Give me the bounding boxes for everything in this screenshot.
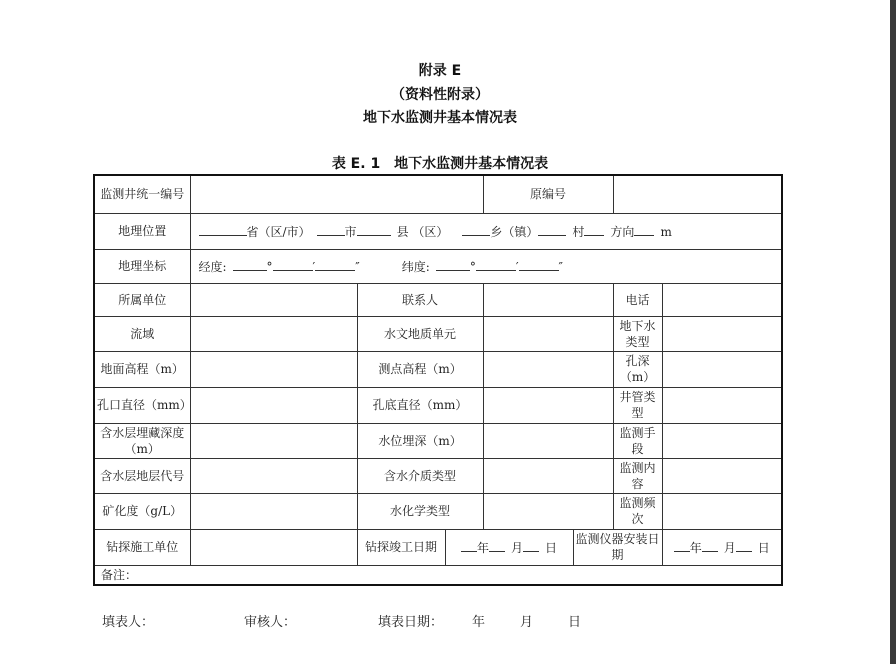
label-top-diameter: 孔口直径（mm） xyxy=(94,387,190,423)
label-hydrochem-type: 水化学类型 xyxy=(357,493,483,529)
field-aquifer-depth[interactable] xyxy=(190,423,357,458)
table-row xyxy=(94,175,782,213)
footer-reviewer-label: 审核人： xyxy=(244,615,297,630)
field-basin[interactable] xyxy=(190,316,357,351)
table-row xyxy=(94,458,782,493)
field-ground-elevation[interactable] xyxy=(190,351,357,387)
label-contact: 联系人 xyxy=(357,283,483,316)
field-aquifer-code[interactable] xyxy=(190,458,357,493)
field-hole-depth[interactable] xyxy=(662,351,782,387)
footer-filler-label: 填表人： xyxy=(102,615,155,630)
label-unit: 所属单位 xyxy=(94,283,190,316)
footer-month: 月 xyxy=(520,615,534,630)
field-top-diameter[interactable] xyxy=(190,387,357,423)
table-row xyxy=(94,283,782,316)
field-unit[interactable] xyxy=(190,283,357,316)
field-hydrochem-type[interactable] xyxy=(483,493,613,529)
label-medium-type: 含水介质类型 xyxy=(357,458,483,493)
table-row xyxy=(94,387,782,423)
label-hydro-unit: 水文地质单元 xyxy=(357,316,483,351)
field-original-id[interactable] xyxy=(613,175,782,213)
field-contact[interactable] xyxy=(483,283,613,316)
field-coordinates[interactable]: 经度: ° ′ ″ 纬度: ° ′ ″ xyxy=(190,249,782,283)
table-row xyxy=(94,529,782,565)
label-basin: 流域 xyxy=(94,316,190,351)
label-point-elevation: 测点高程（m） xyxy=(357,351,483,387)
table-row xyxy=(94,316,782,351)
table-row xyxy=(94,423,782,458)
field-well-id[interactable] xyxy=(190,175,483,213)
label-original-id: 原编号 xyxy=(483,175,613,213)
monitoring-well-table xyxy=(93,174,783,586)
field-monitor-frequency[interactable] xyxy=(662,493,782,529)
footer-date-label: 填表日期： xyxy=(378,615,444,630)
field-drilling-unit[interactable] xyxy=(190,529,357,565)
field-install-date[interactable]: 年 月 日 xyxy=(662,529,782,565)
table-row xyxy=(94,249,782,283)
label-bottom-diameter: 孔底直径（mm） xyxy=(357,387,483,423)
label-groundwater-type: 地下水类型 xyxy=(613,316,662,351)
label-completion-date: 钻探竣工日期 xyxy=(357,529,445,565)
footer-year: 年 xyxy=(472,615,486,630)
field-remarks[interactable]: 备注： xyxy=(94,565,782,585)
label-install-date: 监测仪器安装日期 xyxy=(573,529,662,565)
field-groundwater-type[interactable] xyxy=(662,316,782,351)
label-drilling-unit: 钻探施工单位 xyxy=(94,529,190,565)
field-monitor-method[interactable] xyxy=(662,423,782,458)
table-caption: 表 E. 1 地下水监测井基本情况表 xyxy=(331,156,549,172)
table-row xyxy=(94,351,782,387)
field-phone[interactable] xyxy=(662,283,782,316)
label-mineralization: 矿化度（g/L） xyxy=(94,493,190,529)
field-medium-type[interactable] xyxy=(483,458,613,493)
label-ground-elevation: 地面高程（m） xyxy=(94,351,190,387)
field-mineralization[interactable] xyxy=(190,493,357,529)
field-pipe-type[interactable] xyxy=(662,387,782,423)
label-well-id: 监测井统一编号 xyxy=(94,175,190,213)
label-coordinates: 地理坐标 xyxy=(94,249,190,283)
label-phone: 电话 xyxy=(613,283,662,316)
field-point-elevation[interactable] xyxy=(483,351,613,387)
appendix-subtitle: （资料性附录） xyxy=(391,87,489,103)
table-row xyxy=(94,213,782,249)
field-location[interactable]: 省（区/市） 市 县 （区） 乡（镇） 村 方向 m xyxy=(190,213,782,249)
table-row xyxy=(94,493,782,529)
label-monitor-method: 监测手段 xyxy=(613,423,662,458)
label-pipe-type: 井管类型 xyxy=(613,387,662,423)
field-monitor-content[interactable] xyxy=(662,458,782,493)
appendix-title: 附录 E xyxy=(418,63,462,79)
label-hole-depth: 孔深（m） xyxy=(613,351,662,387)
field-water-level[interactable] xyxy=(483,423,613,458)
appendix-heading: 地下水监测井基本情况表 xyxy=(363,110,517,126)
label-aquifer-code: 含水层地层代号 xyxy=(94,458,190,493)
label-location: 地理位置 xyxy=(94,213,190,249)
field-completion-date[interactable]: 年 月 日 xyxy=(445,529,573,565)
field-hydro-unit[interactable] xyxy=(483,316,613,351)
page-edge-shadow xyxy=(890,0,896,664)
label-monitor-content: 监测内容 xyxy=(613,458,662,493)
label-aquifer-depth: 含水层埋藏深度（m） xyxy=(94,423,190,458)
table-row xyxy=(94,565,782,585)
field-bottom-diameter[interactable] xyxy=(483,387,613,423)
footer-day: 日 xyxy=(568,615,582,630)
label-water-level: 水位埋深（m） xyxy=(357,423,483,458)
label-monitor-frequency: 监测频次 xyxy=(613,493,662,529)
